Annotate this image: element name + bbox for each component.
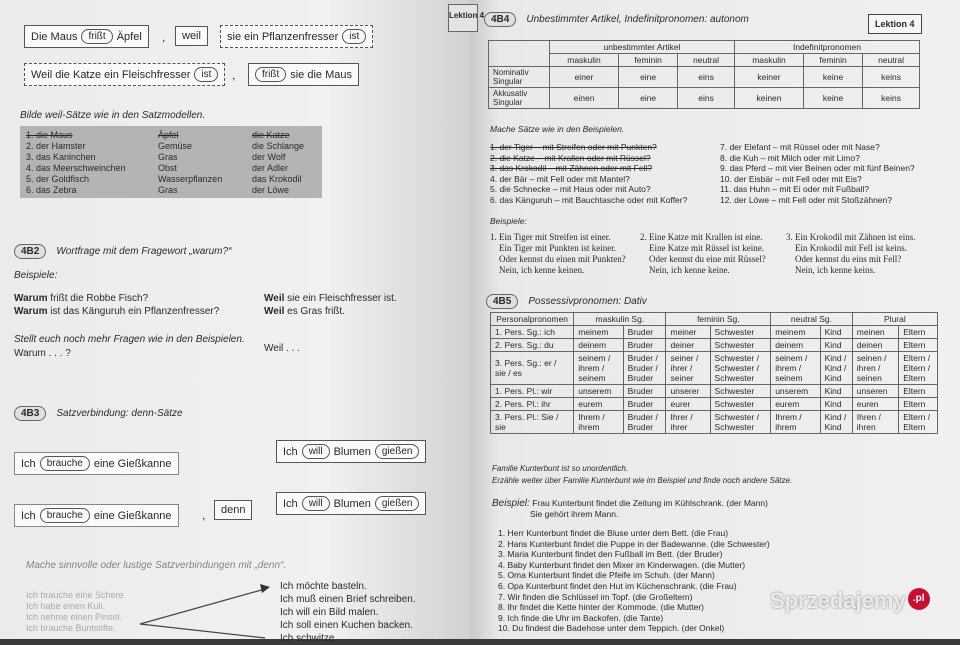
animal-item: 1. der Tiger – mit Streifen oder mit Punkten? — [490, 142, 657, 152]
possessive-table — [490, 312, 938, 434]
example-2 — [640, 232, 766, 276]
possessive-header-row — [491, 313, 938, 326]
denn-left-item: Ich brauche Buntstifte. — [26, 623, 116, 633]
denn-right-list — [280, 580, 416, 645]
example-line: Oder kennst du einen mit Punkten? — [499, 254, 626, 264]
example-line: Oder kennst du eine mit Rüssel? — [649, 254, 766, 264]
example-line: Ein Tiger mit Punkten ist keiner. — [499, 243, 617, 253]
kunterbunt-item: 2. Hans Kunterbunt findet die Puppe in der Badewanne. (die Schwester) — [498, 538, 770, 549]
beispiel-block — [492, 498, 768, 520]
gender-header: neutral — [863, 54, 920, 67]
possessive-cell: Kind — [820, 385, 852, 398]
person-cell — [491, 352, 574, 385]
article-cell: keine — [804, 88, 863, 109]
section-tag: 4B3 — [14, 406, 46, 421]
section-tag: 4B2 — [14, 244, 46, 259]
animal-item: 6. das Känguruh – mit Bauchtasche oder mit Koffer? — [490, 194, 688, 205]
animal-item: 11. das Huhn – mit Ei oder mit Fußball? — [720, 184, 870, 194]
model-sentence-2-part-a — [24, 63, 225, 86]
article-cell: einer — [550, 67, 619, 88]
kunterbunt-item: 6. Opa Kunterbunt findet den Hut im Küchenschrank. (die Frau) — [498, 580, 737, 591]
animal-item: 9. das Pferd – mit vier Beinen oder mit fünf Beinen? — [720, 163, 915, 173]
model-sentence-1-weil — [175, 26, 208, 46]
text: weil — [182, 30, 201, 42]
example-line: Ein Krokodil mit Fell ist keins. — [795, 243, 907, 253]
gender-header-row — [489, 54, 920, 67]
possessive-cell: meiner — [666, 326, 710, 339]
vocab-item: Gemüse — [158, 141, 193, 151]
text: Blumen — [333, 445, 371, 458]
denn-right-item: Ich muß einen Brief schreiben. — [280, 594, 416, 605]
section-title: Satzverbindung: denn-Sätze — [56, 408, 183, 419]
model-sentence-1-part-b — [220, 25, 373, 48]
example-line: Nein, ich kenne keinen. — [499, 265, 585, 275]
person-cell — [491, 339, 574, 352]
instruction-denn: Mache sinnvolle oder lustige Satzverbindungen mit „denn“. — [26, 560, 287, 571]
possessive-cell: meinem — [771, 326, 820, 339]
possessive-header: feminin Sg. — [666, 313, 771, 326]
possessive-header: neutral Sg. — [771, 313, 853, 326]
text: denn — [221, 504, 246, 516]
vocab-item: der Adler — [252, 163, 289, 173]
watermark-badge: .pl — [908, 588, 930, 610]
vocab-col-food — [158, 130, 222, 196]
example-line: Oder kennst du eins mit Fell? — [795, 254, 902, 264]
vocab-item: Obst — [158, 163, 178, 173]
possessive-cell: Bruder / Bruder / Bruder — [623, 352, 666, 385]
kunterbunt-item: 10. Du findest die Badehose unter dem Teppich. (der Onkel) — [498, 623, 725, 634]
article-cell: eins — [678, 88, 735, 109]
animal-item: 8. die Kuh – mit Milch oder mit Limo? — [720, 152, 860, 163]
pronoun-label: Sie / sie — [495, 412, 559, 432]
vocab-item: das Krokodil — [252, 174, 302, 184]
verb-oval: brauche — [40, 456, 90, 471]
verb-oval: frißt — [81, 29, 112, 44]
example-1 — [490, 232, 626, 276]
vocab-item: die Katze — [252, 130, 290, 140]
instruction-artikel: Mache Sätze wie in den Beispielen. — [490, 124, 625, 134]
possessive-header: Personalpronomen — [491, 313, 574, 326]
right-page — [449, 0, 960, 639]
case-label: Nominativ Singular — [489, 67, 550, 88]
instruction-warum: Stellt euch noch mehr Fragen wie in den Beispielen. — [14, 334, 245, 345]
text: ist das Känguruh ein Pflanzenfresser? — [47, 306, 220, 317]
verb-oval: frißt — [255, 67, 286, 82]
denn-left-item: Ich nehme einen Pinsel. — [26, 612, 123, 622]
text: Weil — [264, 306, 285, 317]
kunterbunt-list — [498, 528, 770, 634]
possessive-row — [491, 326, 938, 339]
verb-oval: brauche — [40, 508, 90, 523]
possessive-cell: unserer — [666, 385, 710, 398]
possessive-cell: Schwester — [710, 385, 771, 398]
weil-answers — [264, 292, 397, 318]
verb-oval: will — [302, 496, 330, 511]
pronoun-label: ihr — [541, 399, 551, 409]
possessive-cell: eurem — [771, 398, 820, 411]
corner-cell — [489, 41, 550, 54]
person-cell — [491, 326, 574, 339]
beispiel-answer: Sie gehört ihrem Mann. — [530, 509, 619, 519]
possessive-cell: seinem / ihrem / seinem — [771, 352, 820, 385]
article-row — [489, 67, 920, 88]
possessive-cell: Eltern — [899, 339, 938, 352]
possessive-cell: Bruder — [623, 339, 666, 352]
gender-header: feminin — [804, 54, 863, 67]
text: Ich — [283, 445, 298, 458]
possessive-cell: Kind / Kind / Kind — [820, 352, 852, 385]
possessive-cell: Kind — [820, 326, 852, 339]
model-denn-part-b — [276, 492, 426, 515]
gender-header: maskulin — [550, 54, 619, 67]
denn-left-item: Ich brauche eine Schere. — [26, 590, 127, 600]
person-cell — [491, 385, 574, 398]
beispiele-label: Beispiele: — [490, 216, 527, 226]
person-cell — [491, 398, 574, 411]
vocab-item: Wasserpflanzen — [158, 174, 223, 184]
possessive-cell: Schwester — [710, 326, 771, 339]
section-title: Wortfrage mit dem Fragewort „warum?“ — [56, 246, 232, 257]
model-denn-will-box — [276, 440, 426, 463]
comma: , — [162, 30, 166, 44]
article-cell: keinen — [734, 88, 803, 109]
answer-2 — [264, 305, 397, 318]
verb-oval: gießen — [375, 444, 420, 459]
kunterbunt-item: 4. Baby Kunterbunt findet den Mixer im Kinderwagen. (die Mutter) — [498, 559, 746, 570]
text: Weil — [264, 293, 285, 304]
possessive-cell: Schwester / Schwester — [710, 411, 771, 434]
animal-item: 3. das Krokodil – mit Zähnen oder mit Fell? — [490, 163, 653, 173]
article-table — [488, 40, 920, 109]
article-cell: keine — [804, 67, 863, 88]
vocab-item: 4. das Meerschweinchen — [26, 163, 126, 173]
kunterbunt-item: 9. Ich finde die Uhr im Backofen. (die Tante) — [498, 612, 664, 623]
possessive-cell: seinen / ihren / seinen — [852, 352, 898, 385]
vocab-item: Äpfel — [158, 130, 179, 140]
section-title: Possessivpronomen: Dativ — [528, 296, 647, 307]
vocab-item: die Schlange — [252, 141, 305, 151]
beispiel-label: Beispiel: — [492, 498, 530, 509]
denn-right-item: Ich soll einen Kuchen backen. — [280, 620, 413, 631]
verb-oval: ist — [194, 67, 218, 82]
beispiele-label: Beispiele: — [14, 270, 58, 281]
text: Warum — [14, 293, 48, 304]
possessive-row — [491, 411, 938, 434]
section-4b2-heading — [14, 244, 231, 259]
example-line: Eine Katze mit Rüssel ist keine. — [649, 243, 764, 253]
comma: , — [232, 68, 236, 82]
animal-item: 5. die Schnecke – mit Haus oder mit Auto? — [490, 184, 651, 194]
person-label: 2. Pers. Sg.: — [495, 340, 545, 350]
corner-cell — [489, 54, 550, 67]
gender-header: neutral — [678, 54, 735, 67]
possessive-cell: Schwester / Schwester / Schwester — [710, 352, 771, 385]
text: eine Gießkanne — [93, 509, 172, 522]
gender-header: maskulin — [734, 54, 803, 67]
example-line: 1. Ein Tiger mit Streifen ist einer. — [490, 232, 611, 242]
intro-line-2: Erzähle weiter über Familie Kunterbunt wie im Beispiel und finde noch andere Sätze. — [492, 476, 793, 485]
article-cell: eine — [619, 67, 678, 88]
possessive-cell: Bruder — [623, 385, 666, 398]
text: Ich — [21, 457, 36, 470]
vocab-item: 3. das Kaninchen — [26, 152, 96, 162]
section-4b5-heading — [486, 294, 647, 309]
possessive-row — [491, 385, 938, 398]
section-title: Unbestimmter Artikel, Indefinitpronomen: autonom — [526, 14, 749, 25]
vocab-item: der Löwe — [252, 185, 290, 195]
watermark-text: Sprzedajemy — [770, 588, 906, 613]
text: sie ein Fleischfresser ist. — [284, 293, 397, 304]
kunterbunt-item: 8. Ihr findet die Kette hinter der Kommode. (die Mutter) — [498, 602, 704, 613]
vocab-item: Gras — [158, 185, 178, 195]
section-tag: 4B5 — [486, 294, 518, 309]
article-cell: einen — [550, 88, 619, 109]
article-cell: keiner — [734, 67, 803, 88]
text: Blumen — [333, 497, 371, 510]
warum-questions — [14, 292, 219, 318]
possessive-cell: Kind / Kind — [820, 411, 852, 434]
possessive-cell: Bruder — [623, 326, 666, 339]
article-cell: eine — [619, 88, 678, 109]
animal-item: 7. der Elefant – mit Rüssel oder mit Nase? — [720, 142, 880, 152]
possessive-cell: Kind — [820, 339, 852, 352]
verb-oval: ist — [342, 29, 366, 44]
denn-left-list — [26, 590, 126, 634]
denn-right-item: Ich möchte basteln. — [280, 581, 367, 592]
possessive-cell: eurem — [574, 398, 623, 411]
possessive-header: Plural — [852, 313, 937, 326]
animal-list-right — [720, 142, 915, 205]
possessive-cell: Schwester — [710, 339, 771, 352]
person-label: 2. Pers. Pl.: — [495, 399, 542, 409]
beispiel-sentence: Frau Kunterbunt findet die Zeitung im Kühlschrank. (der Mann) — [532, 498, 768, 508]
comma: , — [202, 508, 206, 522]
intro-line-1: Familie Kunterbunt ist so unordentlich. — [492, 464, 629, 473]
possessive-cell: seiner / ihrer / seiner — [666, 352, 710, 385]
text: frißt die Robbe Fisch? — [47, 293, 149, 304]
gender-header: feminin — [619, 54, 678, 67]
text: Ich — [21, 509, 36, 522]
vocab-col-predators — [252, 130, 304, 196]
example-line: Nein, ich kenne keine. — [649, 265, 730, 275]
answer-1 — [264, 292, 397, 305]
possessive-cell: unserem — [771, 385, 820, 398]
animal-item: 4. der Bär – mit Fell oder mit Mantel? — [490, 173, 630, 184]
warum-prompt: Warum . . . ? — [14, 348, 71, 359]
pronoun-label: er / sie / es — [495, 358, 557, 378]
section-4b3-heading — [14, 406, 183, 421]
text: Ich — [283, 497, 298, 510]
possessive-cell: meinem — [574, 326, 623, 339]
vocab-item: Gras — [158, 152, 178, 162]
arrow-graphic — [140, 584, 280, 639]
kunterbunt-item: 7. Wir finden die Schlüssel im Topf. (die Großeltern) — [498, 591, 693, 602]
person-label: 1. Pers. Pl.: — [495, 386, 542, 396]
animal-list-left — [490, 142, 687, 205]
model-denn-brauche-box — [14, 452, 179, 475]
denn-conjunction-box — [214, 500, 252, 520]
article-cell: eins — [678, 67, 735, 88]
example-line: 2. Eine Katze mit Krallen ist eine. — [640, 232, 763, 242]
verb-oval: will — [302, 444, 330, 459]
pronoun-label: du — [544, 340, 554, 350]
section-tag: 4B4 — [484, 12, 516, 27]
kunterbunt-item: 1. Herr Kunterbunt findet die Bluse unter dem Bett. (die Frau) — [498, 528, 729, 538]
section-4b4-heading — [484, 12, 749, 27]
possessive-cell: Schwester — [710, 398, 771, 411]
kunterbunt-item: 5. Oma Kunterbunt findet die Pfeife im Schuh. (der Mann) — [498, 570, 715, 581]
vocab-item: 5. der Goldfisch — [26, 174, 90, 184]
weil-prompt: Weil . . . — [264, 343, 300, 354]
article-cell: keins — [863, 67, 920, 88]
possessive-cell: Ihren / ihren — [852, 411, 898, 434]
vocab-item: 2. der Hamster — [26, 141, 86, 151]
possessive-cell: unseren — [852, 385, 898, 398]
possessive-cell: deiner — [666, 339, 710, 352]
text: Weil die Katze ein Fleischfresser — [31, 68, 191, 81]
instruction-weil: Bilde weil-Sätze wie in den Satzmodellen. — [20, 110, 206, 121]
example-line: 3. Ein Krokodil mit Zähnen ist eins. — [786, 232, 916, 242]
possessive-row — [491, 339, 938, 352]
possessive-cell: Kind — [820, 398, 852, 411]
possessive-cell: Bruder / Bruder — [623, 411, 666, 434]
vocab-item: 6. das Zebra — [26, 185, 77, 195]
example-line: Nein, ich kenne keins. — [795, 265, 876, 275]
example-3 — [786, 232, 916, 276]
possessive-cell: euren — [852, 398, 898, 411]
possessive-cell: Bruder — [623, 398, 666, 411]
text: Warum — [14, 306, 48, 317]
watermark — [770, 588, 930, 614]
article-row — [489, 88, 920, 109]
animal-item: 2. die Katze – mit Krallen oder mit Rüssel? — [490, 152, 651, 163]
pronoun-label: ich — [544, 327, 556, 337]
text: Äpfel — [116, 30, 142, 43]
question-2 — [14, 305, 219, 318]
possessive-cell: seinem / ihrem / seinem — [574, 352, 623, 385]
person-label: 3. Pers. Pl.: — [495, 412, 542, 422]
text: sie die Maus — [290, 68, 352, 81]
denn-left-item: Ich habe einen Kuli. — [26, 601, 106, 611]
possessive-cell: Ihrer / ihrer — [666, 411, 710, 434]
person-label: 1. Pers. Sg.: — [495, 327, 545, 337]
person-cell — [491, 411, 574, 434]
model-sentence-2-part-b — [248, 63, 359, 86]
possessive-row — [491, 398, 938, 411]
text: eine Gießkanne — [93, 457, 172, 470]
case-label: Akkusativ Singular — [489, 88, 550, 109]
text: sie ein Pflanzenfresser — [227, 30, 339, 43]
model-sentence-1-part-a — [24, 25, 149, 48]
animal-item: 10. der Eisbär – mit Fell oder mit Eis? — [720, 173, 862, 184]
possessive-cell: Ihrem / ihrem — [771, 411, 820, 434]
verb-oval: gießen — [375, 496, 420, 511]
possessive-cell: Eltern / Eltern — [899, 411, 938, 434]
vocab-item: der Wolf — [252, 152, 286, 162]
kunterbunt-item: 3. Maria Kunterbunt findet den Fußball im Bett. (der Bruder) — [498, 549, 723, 560]
possessive-cell: Ihrem / ihrem — [574, 411, 623, 434]
possessive-cell: eurer — [666, 398, 710, 411]
lektion-edge-tab: Lektion 4 — [448, 4, 478, 32]
possessive-cell: deinen — [852, 339, 898, 352]
possessive-cell: deinem — [574, 339, 623, 352]
person-label: 3. Pers. Sg.: — [495, 358, 545, 368]
article-cell: keins — [863, 88, 920, 109]
header-pronoun: Indefinitpronomen — [734, 41, 919, 54]
text: es Gras frißt. — [284, 306, 345, 317]
question-1 — [14, 292, 219, 305]
denn-right-item: Ich schwitze. — [280, 633, 338, 644]
possessive-cell: meinen — [852, 326, 898, 339]
text: Die Maus — [31, 30, 78, 43]
possessive-row — [491, 352, 938, 385]
header-article: unbestimmter Artikel — [550, 41, 735, 54]
vocab-item: 1. die Maus — [26, 130, 73, 140]
possessive-header: maskulin Sg. — [574, 313, 666, 326]
possessive-cell: Eltern / Eltern / Eltern — [899, 352, 938, 385]
possessive-cell: Eltern — [899, 326, 938, 339]
possessive-cell: Eltern — [899, 385, 938, 398]
vocab-col-animals — [26, 130, 126, 196]
animal-item: 12. der Löwe – mit Fell oder mit Stoßzähnen? — [720, 194, 892, 205]
possessive-cell: Eltern — [899, 398, 938, 411]
denn-right-item: Ich will ein Bild malen. — [280, 607, 379, 618]
pronoun-label: wir — [541, 386, 553, 396]
model-denn-part-a — [14, 504, 179, 527]
left-page — [0, 0, 470, 644]
possessive-cell: unserem — [574, 385, 623, 398]
possessive-cell: deinem — [771, 339, 820, 352]
lektion-tab: Lektion 4 — [868, 14, 922, 34]
